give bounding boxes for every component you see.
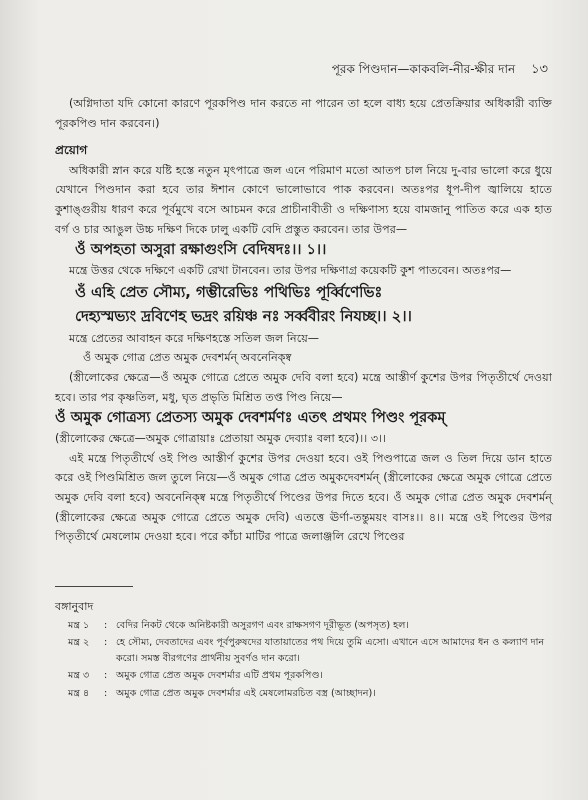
footnotes — [68, 618, 552, 701]
footnote-colon: : — [104, 670, 108, 682]
footnote-label: মন্ত্র ২ — [68, 637, 90, 649]
footnote-label: মন্ত্র ১ — [68, 620, 90, 631]
procedure-paragraph-4: (স্ত্রীলোকের ক্ষেত্রে—ওঁ অমুক গোত্রে প্রেতে অমুক দেবি বলা হবে) মন্ত্রে আস্তীর্ণ কুশের উপর পিতৃতীর্থে দেওয়া হবে। তার পর কৃষ্ণতিল, মধু, ঘৃত প্রভৃতি মিশ্রিত তপ্ত পিণ্ড নিয়ে— — [55, 370, 552, 404]
footnote-colon: : — [104, 637, 108, 649]
invocation-line: ওঁ অমুক গোত্র প্রেত অমুক দেবশর্মন্ অবনেনিক্ষ্ব — [83, 351, 292, 365]
footnote-divider — [55, 586, 133, 587]
footnote-item — [68, 618, 552, 633]
footnote-colon: : — [104, 687, 108, 699]
procedure-paragraph-5: (স্ত্রীলোকের ক্ষেত্রে—অমুক গোত্রায়াঃ প্রেতায়া অমুক দেব্যাঃ বলা হবে)।। ৩।। — [55, 432, 387, 446]
running-header — [55, 60, 548, 81]
page-number: ১৩ — [531, 62, 548, 77]
footnote-label: মন্ত্র ৩ — [68, 670, 90, 682]
footnote-label: মন্ত্র ৪ — [68, 687, 90, 699]
section-heading: প্রয়োগ — [55, 143, 88, 158]
mantra-3: ওঁ অমুক গোত্রস্য প্রেতস্য অমুক দেবশর্মণঃ এতৎ প্রথমং পিণ্ডং পূরকম্ — [55, 410, 446, 427]
footnote-item — [68, 635, 552, 666]
footnote-item — [68, 668, 552, 683]
footnote-text: অমুক গোত্র প্রেত অমুক দেবশর্মার এটি প্রথম পূরকপিণ্ড। — [116, 670, 323, 682]
main-text — [55, 94, 552, 547]
header-title: পূরক পিণ্ডদান—কাকবলি-নীর-ক্ষীর দান — [331, 62, 516, 76]
footnote-text: অমুক গোত্র প্রেত অমুক দেবশর্মার এই মেষলোমরচিত বস্ত্র (আচ্ছাদন)। — [116, 687, 376, 699]
footnote-text: বেদির নিকট থেকে অনিষ্টকারী অসুরগণ এবং রাক্ষসগণ দূরীভূত (অপসৃত) হল। — [116, 620, 409, 631]
procedure-paragraph-3: মন্ত্রে প্রেতের আবাহন করে দক্ষিণহস্তে সতিল জল নিয়ে— — [69, 331, 319, 345]
procedure-paragraph-6: এই মন্ত্রে পিতৃতীর্থে ওই পিণ্ড আস্তীর্ণ কুশের উপর দেওয়া হবে। ওই পিণ্ডপাত্রে জল ও তিল দিয়ে ডান হাতে করে ওই পিণ্ডমিশ্রিত জল তুলে নিয়ে—ওঁ অমুক গোত্র প্রেত অমুকদেবশর্মন্ (স্ত্রীলোকের ক্ষেত্রে অমুক গোত্রে প্রেতে অমুক দেবি বলা হবে) অবনেনিক্ষ্ব মন্ত্রে পিতৃতীর্থে পিণ্ডের উপর দিতে হবে। ওঁ অমুক গোত্র প্রেত অমুক দেবশর্মন্ (স্ত্রীলোকের ক্ষেত্রে অমুক গোত্রে প্রেতে অমুক দেবি) এতত্তে ঊর্ণা-তন্তুময়ং বাসঃ।। ৪।। মন্ত্রে ওই পিণ্ডের উপর পিতৃতীর্থে মেষলোম দেওয়া হবে। পরে কাঁচা মাটির পাত্রে জলাঞ্জলি রেখে পিণ্ডের — [55, 451, 552, 544]
footnote-title: বঙ্গানুবাদ — [55, 600, 94, 613]
footnote-text: হে সৌম্য, দেবতাদের এবং পূর্বপুরুষদের যাতায়াতের পথ দিয়ে তুমি এসো। এখানে এসে আমাদের ধন ও কল্যাণ দান করো। সমস্ত বীরগণের প্রার্থনীয় সুবর্ণও দান করো। — [116, 637, 545, 664]
footnote-item — [68, 686, 552, 701]
mantra-1: ওঁ অপহতা অসুরা রক্ষাগুংসি বেদিষদঃ।। ১।। — [75, 242, 327, 259]
mantra-2-line-1: ওঁ এহি প্রেত সৌম্য, গম্ভীরেভিঃ পথিভিঃ পূর্ব্বিণেভিঃ — [75, 283, 383, 301]
mantra-2-line-2: দেহ্যস্মভ্যং দ্রবিণেহ ভদ্রং রয়িঞ্চ নঃ সর্ব্ববীরং নিযচ্ছ।। ২।। — [75, 307, 412, 325]
procedure-paragraph-1: অধিকারী স্নান করে যষ্টি হস্তে নতুন মৃৎপাত্রে জল এনে পরিমাণ মতো আতপ চাল নিয়ে দু-বার ভালো করে ধুয়ে যেখানে পিণ্ডদান করা হবে তার ঈশান কোণে ভালোভাবে পাক করবেন। অতঃপর ধূপ-দীপ জ্বালিয়ে হাতে কুশাঙ্গুরীয় ধারণ করে পূর্বমুখে বসে আচমন করে প্রাচীনাবীতী ও দক্ষিণাস্য হয়ে বামজানু পাতিত করে এক হাত বর্গ ও চার আঙুল উচ্চ দক্ষিণ দিকে ঢালু একটি বেদি প্রস্তুত করবেন। তার উপর— — [55, 163, 552, 236]
procedure-paragraph-2: মন্ত্রে উত্তর থেকে দক্ষিণে একটি রেখা টানবেন। তার উপর দক্ষিণাগ্র কয়েকটি কুশ পাতবেন। অতঃপর— — [69, 264, 512, 278]
intro-paragraph: (অগ্নিদাতা যদি কোনো কারণে পূরকপিণ্ড দান করতে না পারেন তা হলে বাধ্য হয়ে প্রেতক্রিয়ার অধিকারী ব্যক্তি পূরকপিণ্ড দান করবেন।) — [55, 97, 552, 130]
footnote-colon: : — [104, 620, 108, 631]
